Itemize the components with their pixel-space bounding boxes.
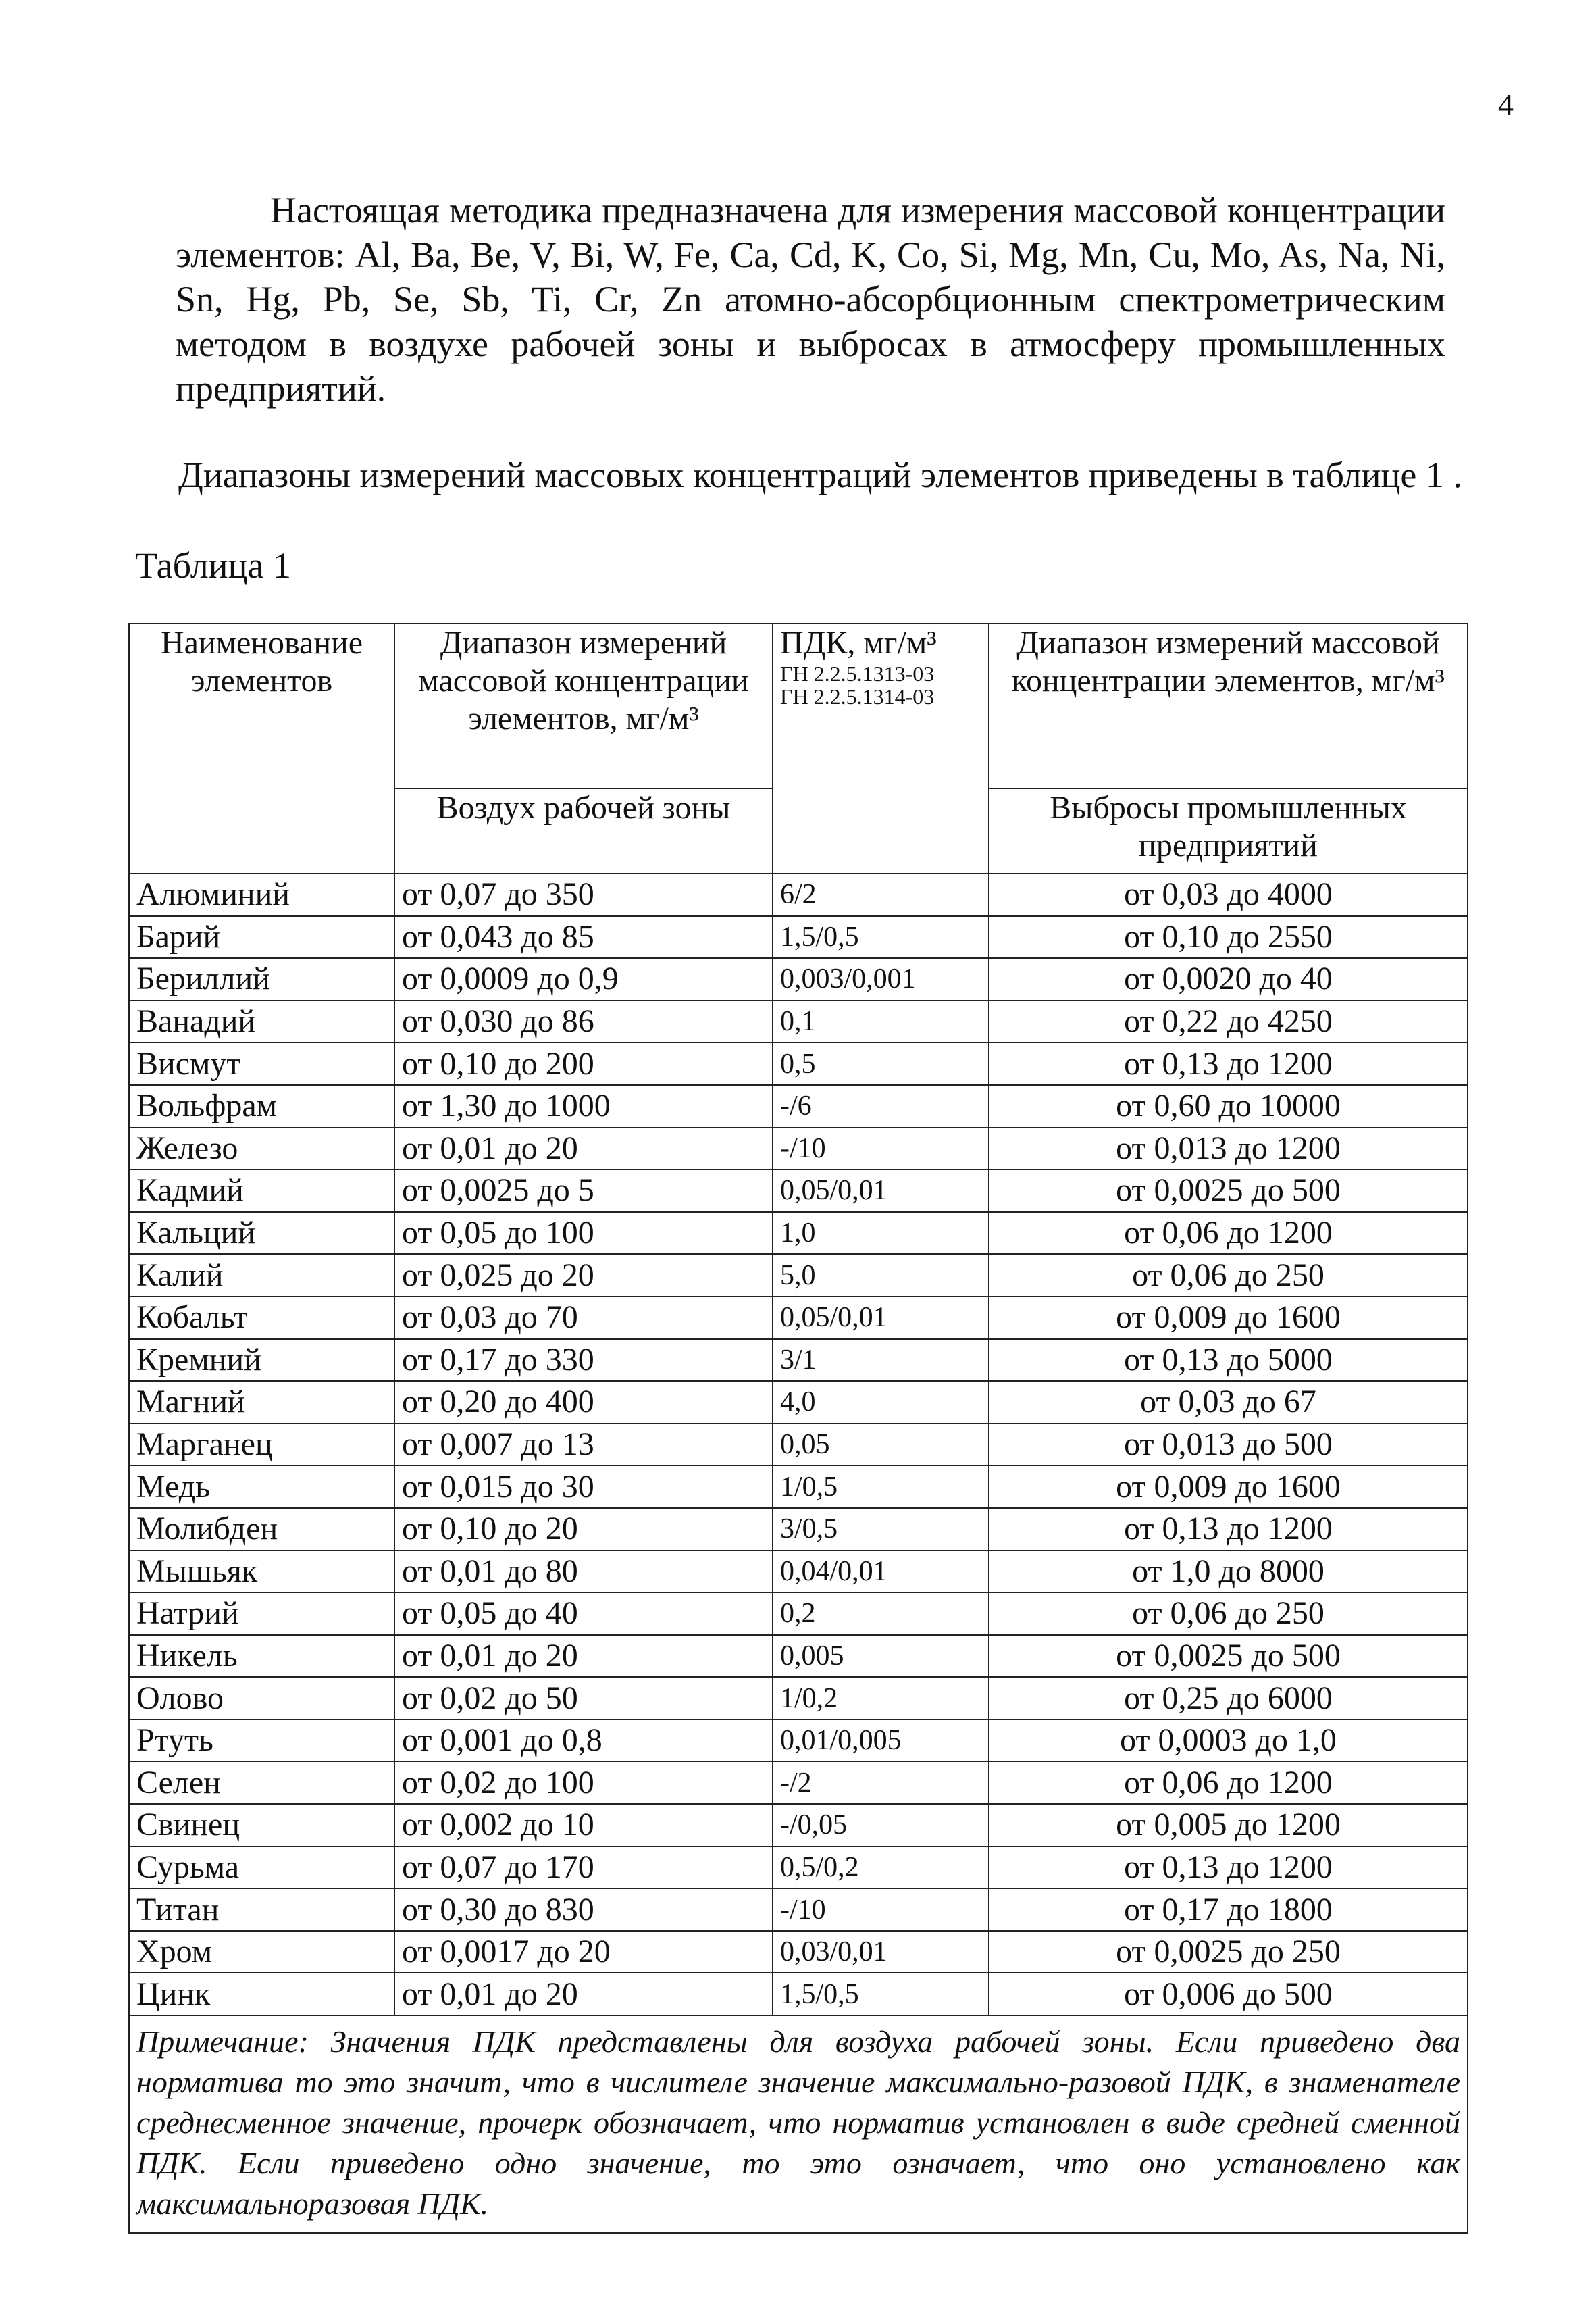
table-row [129, 1592, 1468, 1635]
table-row [129, 1888, 1468, 1931]
cell-pdk: 0,005 [773, 1635, 989, 1678]
cell-range-work: от 0,05 до 100 [394, 1212, 773, 1255]
cell-range-work: от 0,0009 до 0,9 [394, 958, 773, 1001]
cell-range-emission: от 0,0003 до 1,0 [989, 1719, 1468, 1762]
cell-range-work: от 0,0025 до 5 [394, 1169, 773, 1212]
cell-element-name: Магний [129, 1381, 394, 1424]
header-pdk-standard-1: ГН 2.2.5.1313-03 [780, 661, 935, 686]
cell-range-emission: от 0,009 до 1600 [989, 1465, 1468, 1508]
cell-element-name: Барий [129, 916, 394, 959]
cell-element-name: Олово [129, 1677, 394, 1719]
cell-pdk: -/2 [773, 1761, 989, 1804]
cell-range-emission: от 0,25 до 6000 [989, 1677, 1468, 1719]
cell-pdk: 5,0 [773, 1254, 989, 1297]
cell-range-emission: от 0,06 до 250 [989, 1592, 1468, 1635]
cell-pdk: 0,05 [773, 1424, 989, 1466]
table-row [129, 1804, 1468, 1846]
cell-element-name: Молибден [129, 1508, 394, 1551]
cell-pdk: 1/0,2 [773, 1677, 989, 1719]
table-row [129, 1677, 1468, 1719]
table-row [129, 1128, 1468, 1170]
table-row [129, 916, 1468, 959]
cell-pdk: 0,1 [773, 1001, 989, 1043]
cell-element-name: Титан [129, 1888, 394, 1931]
cell-range-work: от 0,01 до 80 [394, 1551, 773, 1593]
cell-range-emission: от 0,03 до 67 [989, 1381, 1468, 1424]
cell-range-work: от 0,17 до 330 [394, 1339, 773, 1382]
cell-pdk: 0,5/0,2 [773, 1846, 989, 1889]
cell-range-work: от 0,01 до 20 [394, 1973, 773, 2015]
cell-element-name: Мышьяк [129, 1551, 394, 1593]
cell-pdk: 6/2 [773, 874, 989, 916]
cell-element-name: Алюминий [129, 874, 394, 916]
cell-range-work: от 0,030 до 86 [394, 1001, 773, 1043]
cell-element-name: Селен [129, 1761, 394, 1804]
cell-element-name: Железо [129, 1128, 394, 1170]
cell-range-emission: от 0,13 до 1200 [989, 1508, 1468, 1551]
cell-range-work: от 0,043 до 85 [394, 916, 773, 959]
cell-element-name: Сурьма [129, 1846, 394, 1889]
cell-range-emission: от 0,06 до 250 [989, 1254, 1468, 1297]
cell-range-emission: от 0,13 до 5000 [989, 1339, 1468, 1382]
cell-range-emission: от 0,13 до 1200 [989, 1042, 1468, 1085]
table-row [129, 958, 1468, 1001]
cell-element-name: Бериллий [129, 958, 394, 1001]
cell-range-emission: от 0,005 до 1200 [989, 1804, 1468, 1846]
cell-pdk: 1/0,5 [773, 1465, 989, 1508]
cell-range-work: от 0,20 до 400 [394, 1381, 773, 1424]
cell-range-work: от 0,01 до 20 [394, 1635, 773, 1678]
table-row [129, 1508, 1468, 1551]
header-range-work: Диапазон измерений массовой концентрации элементов, мг/м³ [394, 624, 773, 788]
intro-text: Настоящая методика предназначена для измерения массовой концентрации элементов: Al, Ba, Be, V, Bi, W, Fe, Ca, Cd, K, Co, Si, Mg, Mn, Cu, Mo, As, Na, Ni, Sn, Hg, Pb, Se, Sb, Ti, Cr, Zn атомно-абсорбционным спектрометрическим методом в воздухе рабочей зоны и выбросах в атмосферу промышленных предприятий. [176, 190, 1445, 409]
cell-range-work: от 0,07 до 350 [394, 874, 773, 916]
header-range-emission: Диапазон измерений массовой концентрации элементов, мг/м³ [989, 624, 1468, 788]
table-caption: Таблица 1 [135, 545, 291, 586]
cell-pdk: 1,0 [773, 1212, 989, 1255]
cell-range-emission: от 0,03 до 4000 [989, 874, 1468, 916]
table-row [129, 1339, 1468, 1382]
page-number: 4 [1498, 87, 1514, 122]
cell-range-work: от 1,30 до 1000 [394, 1085, 773, 1128]
cell-element-name: Кобальт [129, 1297, 394, 1339]
cell-pdk: 0,003/0,001 [773, 958, 989, 1001]
cell-element-name: Калий [129, 1254, 394, 1297]
table-row [129, 1719, 1468, 1762]
cell-pdk: 3/0,5 [773, 1508, 989, 1551]
cell-pdk: -/10 [773, 1888, 989, 1931]
element-ranges-table [128, 623, 1468, 2234]
cell-element-name: Цинк [129, 1973, 394, 2015]
cell-range-work: от 0,002 до 10 [394, 1804, 773, 1846]
cell-element-name: Свинец [129, 1804, 394, 1846]
cell-range-emission: от 0,60 до 10000 [989, 1085, 1468, 1128]
cell-range-work: от 0,10 до 20 [394, 1508, 773, 1551]
table-row [129, 1381, 1468, 1424]
cell-element-name: Никель [129, 1635, 394, 1678]
cell-range-emission: от 0,17 до 1800 [989, 1888, 1468, 1931]
cell-element-name: Кальций [129, 1212, 394, 1255]
cell-pdk: -/0,05 [773, 1804, 989, 1846]
header-pdk [773, 624, 989, 874]
cell-range-emission: от 0,06 до 1200 [989, 1761, 1468, 1804]
cell-pdk: 0,03/0,01 [773, 1931, 989, 1973]
cell-pdk: 0,04/0,01 [773, 1551, 989, 1593]
cell-range-work: от 0,30 до 830 [394, 1888, 773, 1931]
cell-range-work: от 0,01 до 20 [394, 1128, 773, 1170]
cell-element-name: Ванадий [129, 1001, 394, 1043]
cell-pdk: 0,05/0,01 [773, 1169, 989, 1212]
table-row [129, 1973, 1468, 2015]
table-note: Примечание: Значения ПДК представлены для воздуха рабочей зоны. Если приведено два норматива то это значит, что в числителе значение максимально-разовой ПДК, в знаменателе среднесменное значение, прочерк обозначает, что норматив установлен в виде средней сменной ПДК. Если приведено одно значение, то это означает, что оно установлено как максимальноразовая ПДК. [129, 2015, 1468, 2233]
subheader-work-zone: Воздух рабочей зоны [394, 788, 773, 874]
cell-element-name: Марганец [129, 1424, 394, 1466]
cell-pdk: 1,5/0,5 [773, 1973, 989, 2015]
cell-range-emission: от 0,10 до 2550 [989, 916, 1468, 959]
cell-range-work: от 0,10 до 200 [394, 1042, 773, 1085]
cell-range-emission: от 0,006 до 500 [989, 1973, 1468, 2015]
range-sentence: Диапазоны измерений массовых концентраций элементов приведены в таблице 1 . [178, 455, 1462, 495]
cell-element-name: Ртуть [129, 1719, 394, 1762]
cell-pdk: 4,0 [773, 1381, 989, 1424]
cell-range-emission: от 0,0025 до 250 [989, 1931, 1468, 1973]
cell-range-work: от 0,03 до 70 [394, 1297, 773, 1339]
table-row [129, 1846, 1468, 1889]
cell-pdk: 1,5/0,5 [773, 916, 989, 959]
cell-pdk: 0,01/0,005 [773, 1719, 989, 1762]
cell-range-emission: от 0,009 до 1600 [989, 1297, 1468, 1339]
cell-element-name: Медь [129, 1465, 394, 1508]
subheader-emissions: Выбросы промышленных предприятий [989, 788, 1468, 874]
table-row [129, 1551, 1468, 1593]
table-row [129, 1042, 1468, 1085]
cell-range-emission: от 0,22 до 4250 [989, 1001, 1468, 1043]
cell-range-work: от 0,02 до 50 [394, 1677, 773, 1719]
cell-element-name: Висмут [129, 1042, 394, 1085]
cell-range-emission: от 0,06 до 1200 [989, 1212, 1468, 1255]
cell-range-work: от 0,0017 до 20 [394, 1931, 773, 1973]
table-row [129, 1212, 1468, 1255]
cell-element-name: Натрий [129, 1592, 394, 1635]
cell-range-work: от 0,001 до 0,8 [394, 1719, 773, 1762]
table-row [129, 1465, 1468, 1508]
cell-pdk: 0,5 [773, 1042, 989, 1085]
cell-element-name: Кремний [129, 1339, 394, 1382]
cell-range-work: от 0,05 до 40 [394, 1592, 773, 1635]
header-pdk-label: ПДК, мг/м³ [780, 625, 937, 661]
cell-pdk: 0,2 [773, 1592, 989, 1635]
cell-pdk: -/6 [773, 1085, 989, 1128]
intro-paragraph [176, 188, 1445, 411]
cell-range-work: от 0,015 до 30 [394, 1465, 773, 1508]
cell-pdk: 3/1 [773, 1339, 989, 1382]
cell-pdk: 0,05/0,01 [773, 1297, 989, 1339]
cell-range-emission: от 0,013 до 500 [989, 1424, 1468, 1466]
cell-element-name: Хром [129, 1931, 394, 1973]
cell-pdk: -/10 [773, 1128, 989, 1170]
table-row [129, 1001, 1468, 1043]
cell-range-emission: от 0,0025 до 500 [989, 1169, 1468, 1212]
cell-range-emission: от 0,013 до 1200 [989, 1128, 1468, 1170]
table-row [129, 1085, 1468, 1128]
cell-element-name: Кадмий [129, 1169, 394, 1212]
cell-element-name: Вольфрам [129, 1085, 394, 1128]
cell-range-emission: от 1,0 до 8000 [989, 1551, 1468, 1593]
cell-range-emission: от 0,0020 до 40 [989, 958, 1468, 1001]
cell-range-emission: от 0,13 до 1200 [989, 1846, 1468, 1889]
table-row [129, 1931, 1468, 1973]
cell-range-emission: от 0,0025 до 500 [989, 1635, 1468, 1678]
table-row [129, 1169, 1468, 1212]
cell-range-work: от 0,02 до 100 [394, 1761, 773, 1804]
table-row [129, 1297, 1468, 1339]
table-row [129, 874, 1468, 916]
cell-range-work: от 0,025 до 20 [394, 1254, 773, 1297]
header-element-name: Наименование элементов [129, 624, 394, 874]
table-row [129, 1635, 1468, 1678]
table-row [129, 1254, 1468, 1297]
header-pdk-standard-2: ГН 2.2.5.1314-03 [780, 684, 935, 709]
cell-range-work: от 0,07 до 170 [394, 1846, 773, 1889]
cell-range-work: от 0,007 до 13 [394, 1424, 773, 1466]
table-row [129, 1761, 1468, 1804]
table-row [129, 1424, 1468, 1466]
